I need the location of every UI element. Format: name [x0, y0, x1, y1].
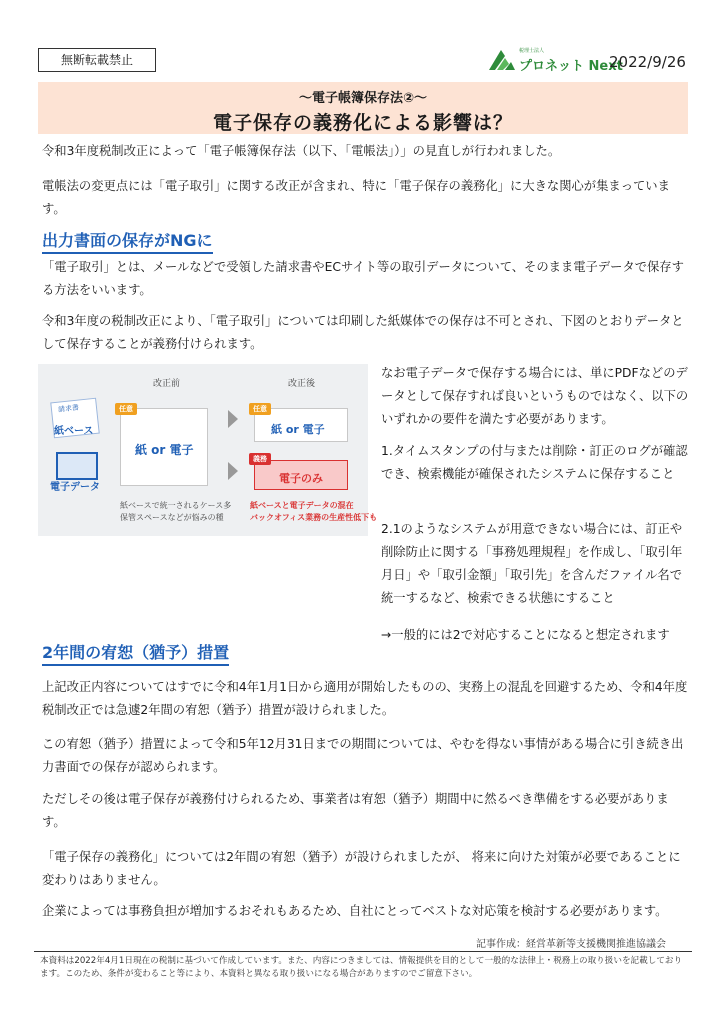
- after-optional-box: [253, 405, 348, 442]
- computer-screen-icon: [56, 452, 98, 480]
- section2-paragraph-2: この宥恕（猶予）措置によって令和5年12月31日までの期間については、やむを得ない事情がある場合に引き続き出力書面での保存が認められます。: [42, 737, 684, 774]
- intro-paragraph-1: 令和3年度税制改正によって「電子帳簿保存法（以下、「電帳法」）」の見直しが行われました。: [42, 144, 561, 158]
- section2-heading: 2年間の宥恕（猶予）措置: [42, 643, 229, 666]
- optional-tag: 任意: [115, 403, 137, 415]
- brand-name: プロネット Next: [519, 59, 623, 74]
- optional-tag-after: 任意: [249, 403, 271, 415]
- before-storage-box: [119, 405, 208, 486]
- page-subtitle: ～電子帳簿保存法②～: [298, 91, 427, 106]
- before-caption-2: 保管スペースなどが悩みの種: [120, 513, 224, 522]
- after-mandatory-box: [253, 455, 348, 490]
- section1-paragraph-2: 令和3年度の税制改正により、「電子取引」については印刷した紙媒体での保存は不可とされ、下図のとおりデータとして保存することが義務付けられます。: [42, 314, 684, 351]
- page-title: 電子保存の義務化による影響は？: [212, 112, 513, 134]
- after-caption-2: バックオフィス業務の生産性低下も: [250, 513, 378, 522]
- disclaimer-note: 本資料は2022年4月1日現在の税制に基づいて作成しています。また、内容につきましては、情報提供を目的として一般的な法律上・税務上の取り扱いを記載しております。このため、条件が変わること等により、本資料と異なる取り扱いになる場合がありますのでご留意下さい。: [40, 956, 683, 979]
- before-caption-1: 紙ベースで統一されるケース多: [120, 501, 232, 510]
- before-label: 改正前: [153, 379, 181, 389]
- no-reproduction-notice: 無断転載禁止: [38, 48, 156, 72]
- intro-paragraph-2: 電帳法の変更点には「電子取引」に関する改正が含まれ、特に「電子保存の義務化」に大きな関心が集まっています。: [42, 179, 670, 216]
- arrow-right-icon: [228, 410, 238, 428]
- after-box-bottom-text: 電子のみ: [279, 472, 323, 485]
- company-logo-icon: [487, 46, 517, 72]
- brand-subtitle: 税理士法人: [519, 48, 545, 54]
- mandatory-tag: 義務: [249, 453, 271, 465]
- section2-paragraph-1: 上記改正内容についてはすでに令和4年1月1日から適用が開始したものの、実務上の混乱を回避するため、令和4年度税制改正では急遽2年間の宥恕（猶予）措置が設けられました。: [42, 680, 688, 717]
- comparison-figure: [38, 364, 378, 536]
- requirement-conclusion: →一般的には2で対応することになると想定されます: [381, 628, 670, 642]
- digital-data-label: 電子データ: [50, 482, 100, 493]
- arrow-right-icon: [228, 462, 238, 480]
- brand-header: [487, 44, 687, 76]
- section2-paragraph-4: 「電子保存の義務化」については2年間の宥恕（猶予）が設けられましたが、 将来に向けた対策が必要であることに変わりはありません。: [42, 850, 681, 887]
- title-band: [38, 82, 688, 134]
- section1-heading: 出力書面の保存がNGに: [42, 231, 213, 254]
- section2-paragraph-3: ただしその後は電子保存が義務付けられるため、事業者は宥恕（猶予）期間中に然るべき準備をする必要があります。: [42, 792, 669, 829]
- invoice-label: 請求書: [57, 403, 80, 414]
- after-label: 改正後: [288, 379, 316, 389]
- requirements-intro: なお電子データで保存する場合には、単にPDFなどのデータとして保存すれば良いというものではなく、以下のいずれかの要件を満たす必要があります。: [381, 366, 689, 426]
- requirement-2: 2.1のようなシステムが用意できない場合には、訂正や削除防止に関する「事務処理規程」を作成し、「取引年月日」や「取引金額」「取引先」を含んだファイル名で統一するなど、検索できる状態にすること: [381, 522, 683, 605]
- issue-date: 2022/9/26: [609, 53, 686, 71]
- after-caption-1: 紙ベースと電子データの混在: [250, 501, 354, 510]
- article-credit: 記事作成：経営革新等支援機関推進協議会: [476, 939, 666, 950]
- before-box-text: 紙 or 電子: [135, 443, 194, 457]
- paper-base-label: 紙ベース: [54, 426, 94, 437]
- section1-paragraph-1: 「電子取引」とは、メールなどで受領した請求書やECサイト等の取引データについて、そのまま電子データで保存する方法をいいます。: [42, 260, 684, 297]
- after-box-top-text: 紙 or 電子: [271, 423, 325, 436]
- requirement-1: 1.タイムスタンプの付与または削除・訂正のログが確認でき、検索機能が確保されたシステムに保存すること: [381, 444, 688, 481]
- footer-divider: [34, 951, 692, 952]
- section2-paragraph-5: 企業によっては事務負担が増加するおそれもあるため、自社にとってベストな対応策を検討する必要があります。: [42, 904, 668, 918]
